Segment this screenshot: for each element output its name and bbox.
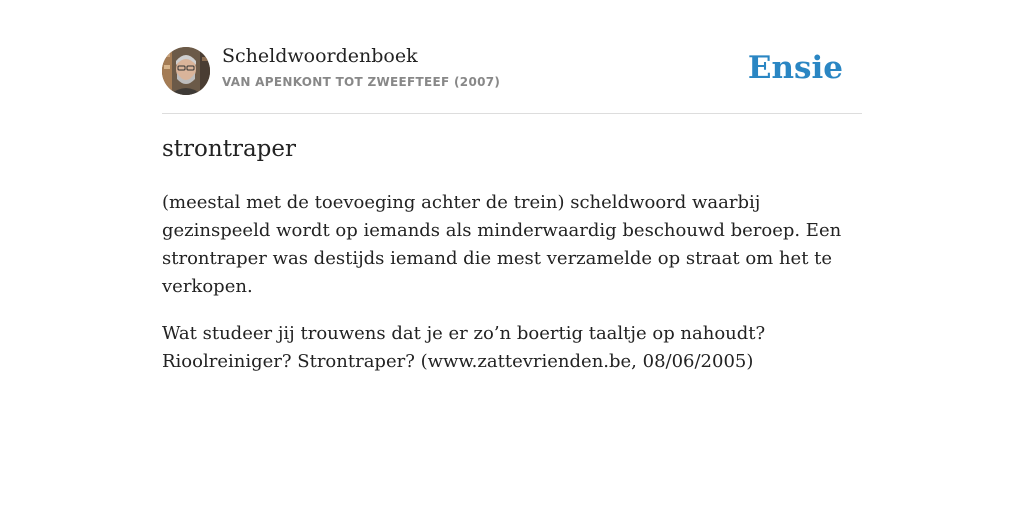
entry-body bbox=[162, 189, 862, 395]
author-portrait-icon bbox=[162, 47, 210, 95]
source-header bbox=[162, 0, 862, 114]
source-subtitle: VAN APENKONT TOT ZWEEFTEEF (2007) bbox=[222, 75, 501, 89]
ensie-logo-link[interactable]: Ensie bbox=[747, 50, 843, 86]
source-title[interactable]: Scheldwoordenboek bbox=[222, 45, 418, 67]
entry-example: Wat studeer jij trouwens dat je er zo’n boertig taaltje op nahoudt? Rioolreiniger? Strontraper? (www.zattevrienden.be, 08/06/2005) bbox=[162, 323, 766, 372]
entry-definition: (meestal met de toevoeging achter de trein) scheldwoord waarbij gezinspeeld wordt op iemands als minderwaardig beschouwd beroep. Een strontraper was destijds iemand die mest verzamelde op straat om het te verkopen. bbox=[162, 192, 842, 297]
entry-card bbox=[162, 0, 862, 372]
entry-term: strontraper bbox=[162, 136, 296, 162]
author-avatar[interactable] bbox=[162, 47, 210, 95]
